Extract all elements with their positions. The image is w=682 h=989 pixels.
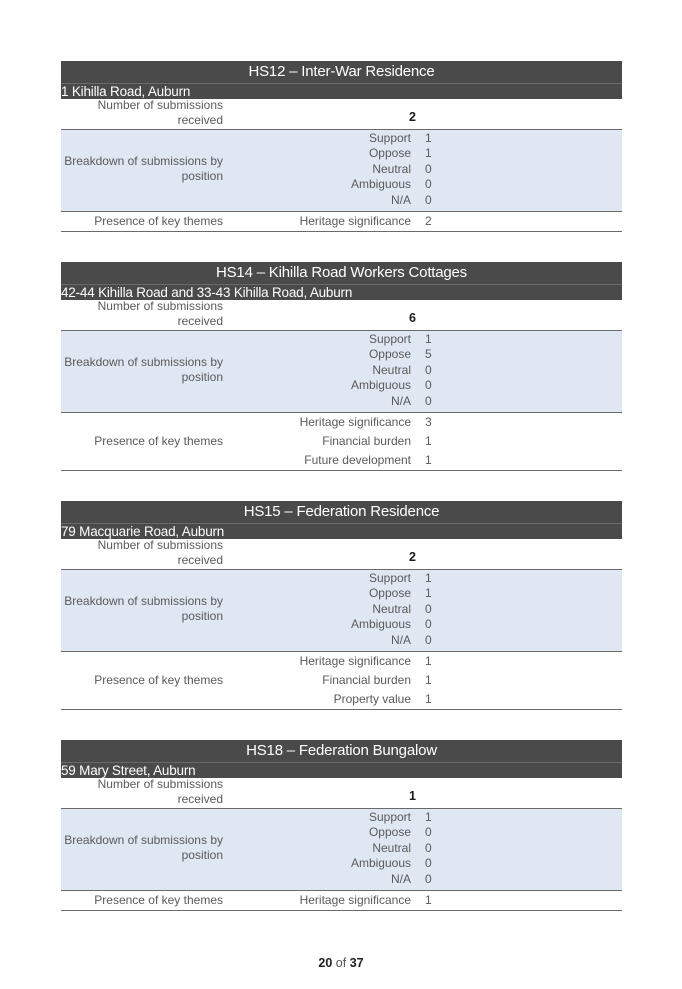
item-address: 1 Kihilla Road, Auburn: [61, 83, 622, 99]
submission-count-value: 6: [409, 310, 416, 325]
position-neutral: Neutral 0: [372, 840, 432, 855]
submission-count-value: 2: [409, 109, 416, 124]
submission-count-row: [61, 99, 622, 130]
submission-count-row: [61, 778, 622, 809]
position-support: Support 1: [368, 809, 432, 824]
position-neutral: Neutral 0: [372, 601, 432, 616]
theme-item: Heritage significance 1: [299, 653, 432, 668]
position-ambiguous: Ambiguous 0: [350, 856, 432, 871]
position-oppose: Oppose 1: [368, 146, 432, 161]
item-address: 79 Macquarie Road, Auburn: [61, 523, 622, 539]
heritage-item-hs15: [61, 501, 622, 710]
theme-item: Heritage significance 2: [299, 213, 432, 228]
heritage-item-hs12: [61, 61, 622, 232]
item-address: 42-44 Kihilla Road and 33-43 Kihilla Road, Auburn: [61, 284, 622, 300]
key-themes-row: [61, 413, 622, 471]
position-support: Support 1: [368, 130, 432, 145]
position-breakdown-label: Breakdown of submissions by position: [61, 331, 229, 412]
submission-count-label: Number of submissions received: [97, 776, 223, 806]
submission-count-label: Number of submissions received: [97, 298, 223, 328]
position-na: N/A 0: [390, 393, 432, 408]
key-themes-label: Presence of key themes: [61, 212, 229, 231]
position-breakdown-label: Breakdown of submissions by position: [61, 130, 229, 211]
position-na: N/A 0: [390, 871, 432, 886]
theme-item: Heritage significance 1: [299, 892, 432, 907]
position-support: Support 1: [368, 570, 432, 585]
position-ambiguous: Ambiguous 0: [350, 177, 432, 192]
key-themes-row: [61, 212, 622, 232]
position-ambiguous: Ambiguous 0: [350, 378, 432, 393]
position-support: Support 1: [368, 331, 432, 346]
item-title: HS15 – Federation Residence: [61, 501, 622, 523]
theme-item: Financial burden 1: [322, 672, 432, 687]
theme-item: Financial burden 1: [322, 433, 432, 448]
key-themes-label: Presence of key themes: [61, 891, 229, 910]
item-title: HS12 – Inter-War Residence: [61, 61, 622, 83]
theme-item: Future development 1: [304, 452, 432, 467]
submission-count-label: Number of submissions received: [97, 97, 223, 127]
submission-count-label: Number of submissions received: [97, 537, 223, 567]
theme-item: Heritage significance 3: [299, 414, 432, 429]
position-neutral: Neutral 0: [372, 362, 432, 377]
position-oppose: Oppose 1: [368, 586, 432, 601]
position-breakdown-row: [61, 331, 622, 413]
item-title: HS14 – Kihilla Road Workers Cottages: [61, 262, 622, 284]
item-title: HS18 – Federation Bungalow: [61, 740, 622, 762]
page-of: of: [335, 956, 347, 970]
heritage-item-hs18: [61, 740, 622, 911]
position-breakdown-row: [61, 570, 622, 652]
theme-item: Property value 1: [333, 691, 432, 706]
item-address: 59 Mary Street, Auburn: [61, 762, 622, 778]
submission-count-row: [61, 300, 622, 331]
total-pages: 37: [349, 956, 364, 970]
key-themes-row: [61, 652, 622, 710]
current-page: 20: [318, 956, 333, 970]
submission-count-value: 1: [409, 788, 416, 803]
heritage-item-hs14: [61, 262, 622, 471]
position-oppose: Oppose 5: [368, 347, 432, 362]
submission-count-value: 2: [409, 549, 416, 564]
position-breakdown-label: Breakdown of submissions by position: [61, 809, 229, 890]
position-breakdown-label: Breakdown of submissions by position: [61, 570, 229, 651]
position-na: N/A 0: [390, 192, 432, 207]
position-ambiguous: Ambiguous 0: [350, 617, 432, 632]
position-neutral: Neutral 0: [372, 161, 432, 176]
position-breakdown-row: [61, 809, 622, 891]
key-themes-label: Presence of key themes: [61, 413, 229, 470]
key-themes-label: Presence of key themes: [61, 652, 229, 709]
position-na: N/A 0: [390, 632, 432, 647]
position-breakdown-row: [61, 130, 622, 212]
position-oppose: Oppose 0: [368, 825, 432, 840]
key-themes-row: [61, 891, 622, 911]
submission-count-row: [61, 539, 622, 570]
page-number: [0, 956, 682, 970]
